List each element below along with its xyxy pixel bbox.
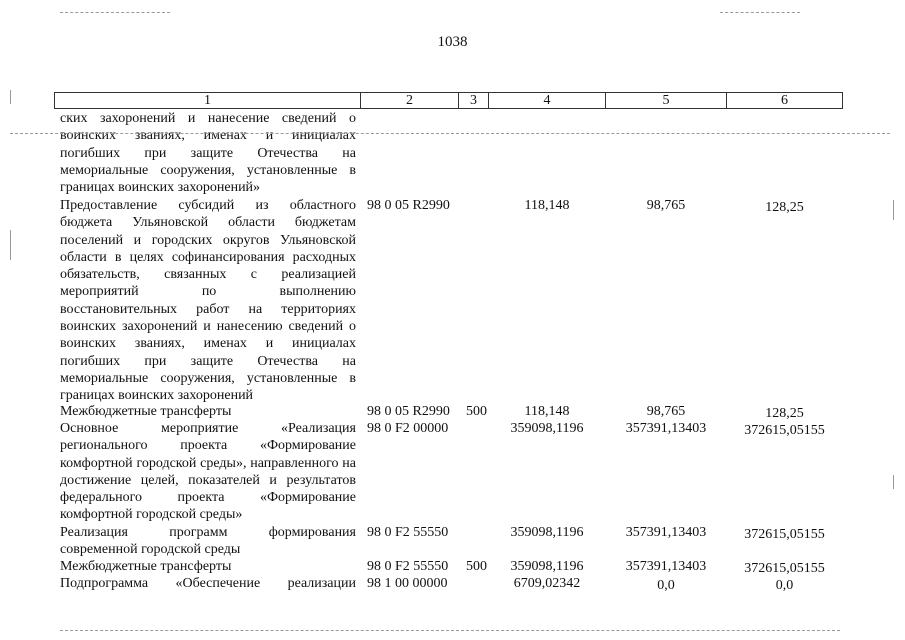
scan-artifact-line	[60, 12, 170, 13]
row-code: 98 1 00 00000	[367, 576, 448, 591]
row-value-5: 357391,13403	[625, 421, 707, 436]
row-value-5: 0,0	[657, 578, 675, 593]
row-value-6: 372615,05155	[744, 561, 825, 576]
row-value-4: 359098,1196	[510, 421, 584, 436]
header-cell-6: 6	[726, 92, 843, 109]
header-cell-4: 4	[488, 92, 606, 109]
row-value-4: 359098,1196	[510, 525, 584, 540]
row-value-4: 118,148	[524, 198, 570, 213]
scan-artifact-line	[10, 133, 890, 134]
row-value-5: 357391,13403	[625, 559, 707, 574]
row-value-6: 372615,05155	[744, 527, 825, 542]
row-value-4: 6709,02342	[513, 576, 581, 591]
row-description: ских захоронений и нанесение сведений о воинских званиях, именах и инициалах погибших при защите Отечества на мемориальные сооружения, установленные в границах воинских захоронений»	[60, 111, 356, 196]
header-cell-1: 1	[54, 92, 361, 109]
row-code: 98 0 F2 00000	[367, 421, 449, 436]
row-code: 98 0 05 R2990	[367, 198, 450, 213]
header-cell-2: 2	[360, 92, 459, 109]
scan-artifact-line	[60, 630, 840, 631]
page-number: 1038	[437, 34, 468, 50]
scan-artifact-mark	[893, 200, 894, 220]
row-value-6: 128,25	[765, 200, 804, 215]
row-value-6: 372615,05155	[744, 423, 825, 438]
row-value-6: 128,25	[765, 406, 804, 421]
row-value-5: 98,765	[646, 198, 686, 213]
row-value-4: 118,148	[524, 404, 570, 419]
row-value-5: 357391,13403	[625, 525, 707, 540]
row-value-4: 359098,1196	[510, 559, 584, 574]
scan-artifact-mark	[10, 230, 11, 260]
scan-artifact-line	[720, 12, 800, 13]
scan-artifact-mark	[893, 475, 894, 489]
scan-artifact-mark	[10, 90, 11, 104]
header-cell-3: 3	[458, 92, 489, 109]
row-value-6: 0,0	[775, 578, 794, 593]
row-code: 98 0 F2 55550	[367, 525, 449, 540]
row-type: 500	[466, 559, 487, 574]
row-description: Основное мероприятие «Реализация регионального проекта «Формирование комфортной городской среды», направленного на достижение целей, показателей и результатов федерального проекта «Формирование комфортной городской среды»	[60, 421, 356, 523]
header-cell-5: 5	[605, 92, 727, 109]
row-code: 98 0 F2 55550	[367, 559, 449, 574]
row-code: 98 0 05 R2990	[367, 404, 450, 419]
row-description: Предоставление субсидий из областного бюджета Ульяновской области бюджетам поселений и городских округов Ульяновской области в целях софинансирования расходных обязательств, связанных с реализацией мероприятий по выполнению восстановительных работ на территориях воинских захоронений и нанесению сведений о воинских званиях, именах и инициалах погибших при защите Отечества на мемориальные сооружения, установленные в границах воинских захоронений	[60, 198, 356, 404]
row-value-5: 98,765	[646, 404, 686, 419]
row-description: Подпрограмма «Обеспечение реализации	[60, 576, 356, 591]
row-description: Межбюджетные трансферты	[60, 404, 232, 419]
row-description: Реализация программ формирования современной городской среды	[60, 525, 356, 558]
row-description: Межбюджетные трансферты	[60, 559, 232, 574]
row-type: 500	[466, 404, 487, 419]
